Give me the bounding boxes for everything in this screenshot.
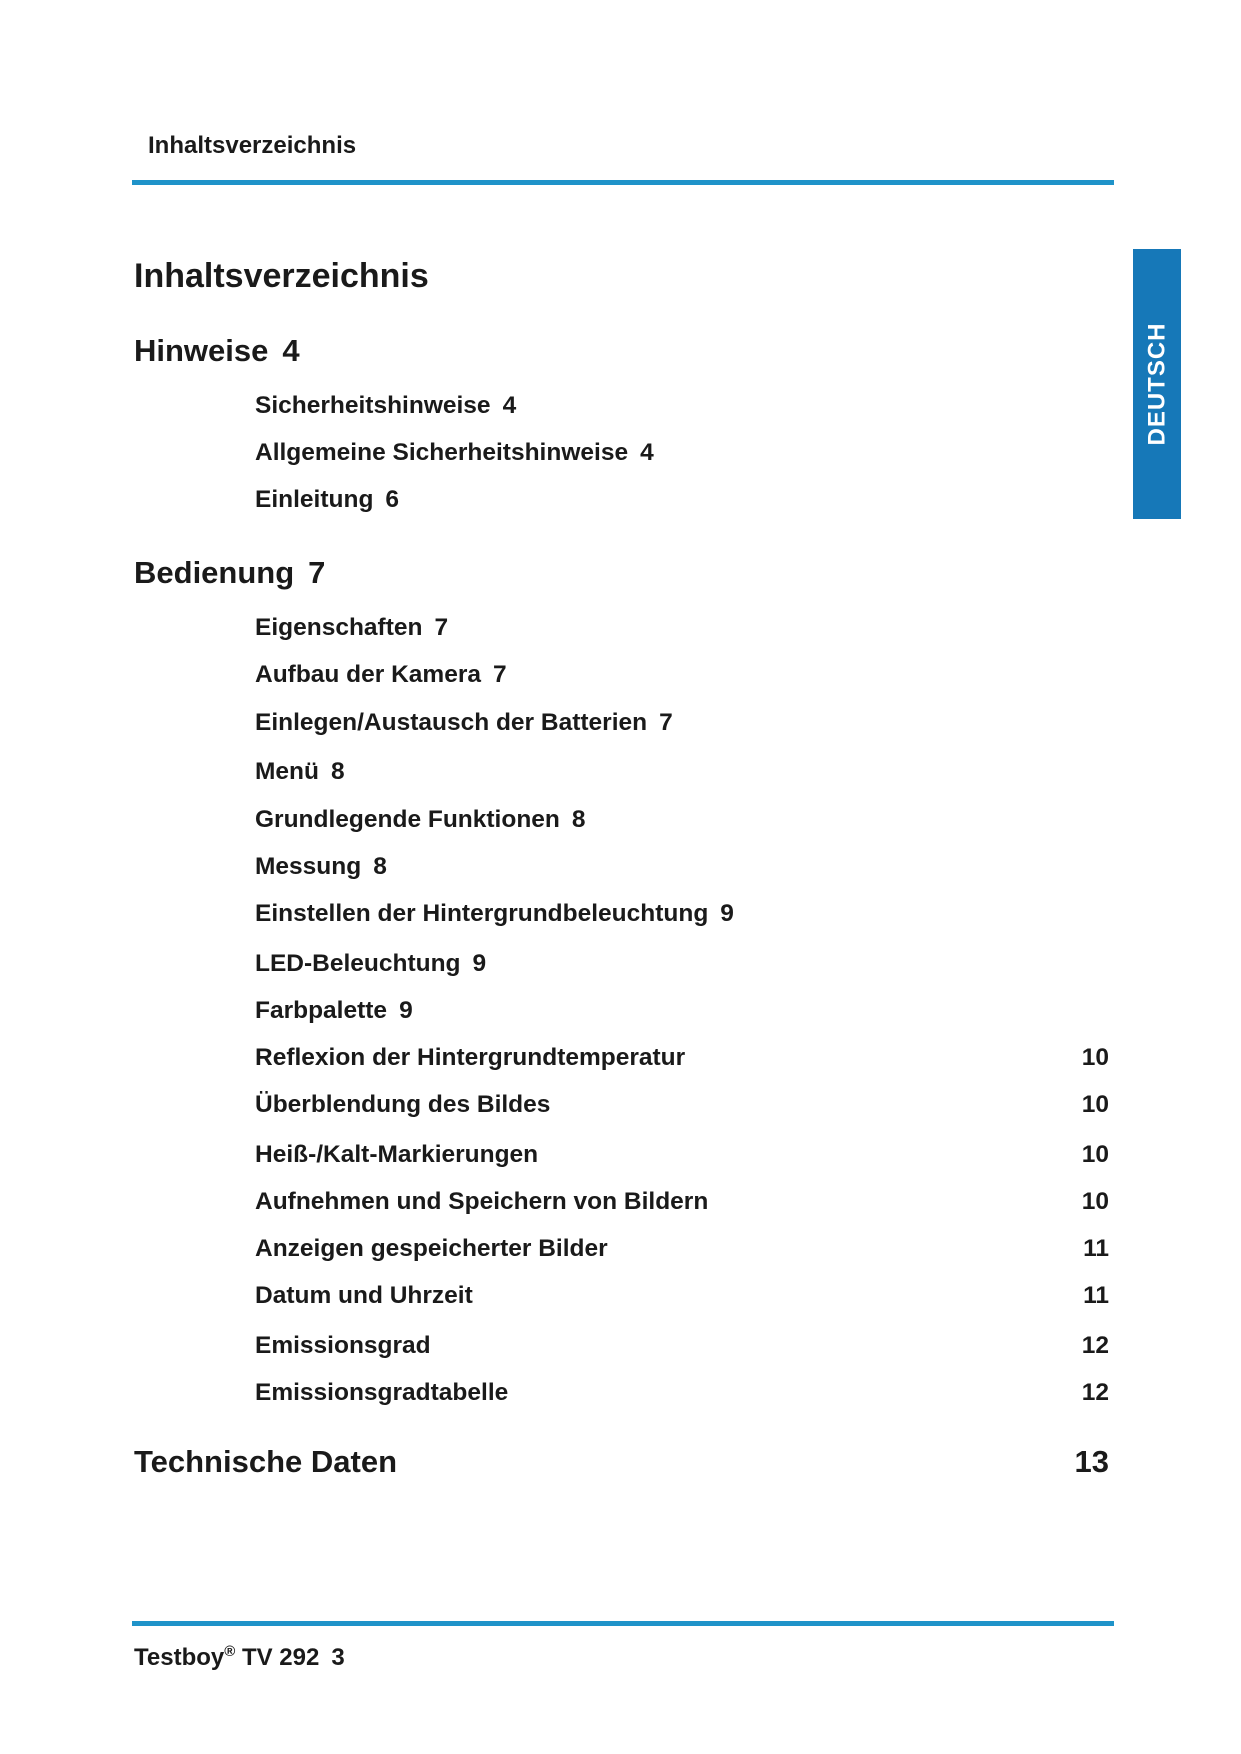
toc-entry[interactable] <box>255 950 486 978</box>
entry-title: Grundlegende Funktionen <box>255 806 560 833</box>
toc-entry[interactable] <box>255 392 516 420</box>
footer-rule <box>132 1621 1114 1626</box>
toc-entry[interactable] <box>255 900 734 928</box>
language-tab-label: DEUTSCH <box>1143 322 1171 446</box>
section-page: 7 <box>308 555 326 590</box>
section-title: Bedienung <box>134 555 295 590</box>
toc-entry[interactable] <box>255 1379 508 1407</box>
footer-brand: Testboy <box>134 1644 225 1671</box>
section-page: 4 <box>282 333 300 368</box>
entry-title: Sicherheitshinweise <box>255 392 491 419</box>
entry-title: Heiß-/Kalt-Markierungen <box>255 1141 539 1168</box>
entry-title: Aufnehmen und Speichern von Bildern <box>255 1188 709 1215</box>
toc-entry[interactable] <box>255 486 399 514</box>
entry-page: 8 <box>373 853 387 880</box>
toc-entry[interactable] <box>255 709 673 737</box>
entry-page: 7 <box>493 661 507 688</box>
entry-page: 9 <box>399 997 413 1024</box>
toc-entry[interactable] <box>255 1044 685 1072</box>
section-title: Hinweise <box>134 333 269 368</box>
section-title: Technische Daten <box>134 1444 398 1479</box>
entry-page: 10 <box>1081 1044 1109 1071</box>
entry-page: 12 <box>1081 1379 1109 1406</box>
toc-entry[interactable] <box>255 1282 473 1310</box>
toc-entry[interactable] <box>255 997 413 1025</box>
entry-title: Emissionsgrad <box>255 1332 431 1359</box>
entry-page: 7 <box>434 614 449 641</box>
entry-page: 10 <box>1081 1188 1109 1215</box>
toc-entry[interactable] <box>255 1332 431 1360</box>
entry-page: 9 <box>472 950 487 977</box>
entry-page: 11 <box>1083 1282 1109 1309</box>
entry-page: 4 <box>640 439 654 466</box>
entry-page: 8 <box>330 758 345 785</box>
section-page: 13 <box>1074 1444 1109 1479</box>
toc-entry[interactable] <box>255 758 345 786</box>
footer-model: TV 292 <box>241 1644 320 1671</box>
footer-page-number: 3 <box>331 1644 345 1671</box>
entry-title: LED-Beleuchtung <box>255 950 461 977</box>
entry-title: Einleitung <box>255 486 374 513</box>
toc-entry[interactable] <box>255 853 387 881</box>
toc-entry[interactable] <box>255 1091 550 1119</box>
toc-section-bedienung[interactable] <box>134 555 325 591</box>
entry-title: Menü <box>255 758 319 785</box>
running-header: Inhaltsverzeichnis <box>148 132 357 159</box>
entry-title: Farbpalette <box>255 997 388 1024</box>
toc-entry[interactable] <box>255 806 586 834</box>
entry-title: Eigenschaften <box>255 614 423 641</box>
entry-title: Einlegen/Austausch der Batterien <box>255 709 648 736</box>
entry-page: 10 <box>1081 1141 1109 1168</box>
toc-entry[interactable] <box>255 1141 538 1169</box>
page-title: Inhaltsverzeichnis <box>134 257 429 295</box>
entry-title: Emissionsgradtabelle <box>255 1379 509 1406</box>
entry-title: Datum und Uhrzeit <box>255 1282 473 1309</box>
entry-page: 7 <box>659 709 673 736</box>
toc-entry[interactable] <box>255 439 654 467</box>
toc-entry[interactable] <box>255 661 507 689</box>
toc-section-hinweise[interactable] <box>134 333 300 369</box>
toc-entry[interactable] <box>255 614 448 642</box>
entry-title: Allgemeine Sicherheitshinweise <box>255 439 629 466</box>
entry-page: 6 <box>385 486 400 513</box>
toc-entry[interactable] <box>255 1188 708 1216</box>
entry-title: Messung <box>255 853 362 880</box>
entry-title: Aufbau der Kamera <box>255 661 482 688</box>
entry-page: 4 <box>502 392 517 419</box>
page-footer <box>134 1643 345 1672</box>
entry-title: Einstellen der Hintergrundbeleuchtung <box>255 900 709 927</box>
entry-page: 10 <box>1081 1091 1109 1118</box>
entry-title: Anzeigen gespeicherter Bilder <box>255 1235 608 1262</box>
language-tab <box>1133 249 1181 519</box>
toc-entry[interactable] <box>255 1235 608 1263</box>
entry-page: 11 <box>1083 1235 1109 1262</box>
entry-page: 12 <box>1081 1332 1109 1359</box>
registered-mark: ® <box>224 1643 236 1660</box>
entry-page: 8 <box>571 806 586 833</box>
header-rule <box>132 180 1114 185</box>
entry-title: Überblendung des Bildes <box>255 1091 551 1118</box>
entry-title: Reflexion der Hintergrundtemperatur <box>255 1044 686 1071</box>
toc-section-technische-daten[interactable] <box>134 1444 397 1480</box>
entry-page: 9 <box>720 900 734 927</box>
